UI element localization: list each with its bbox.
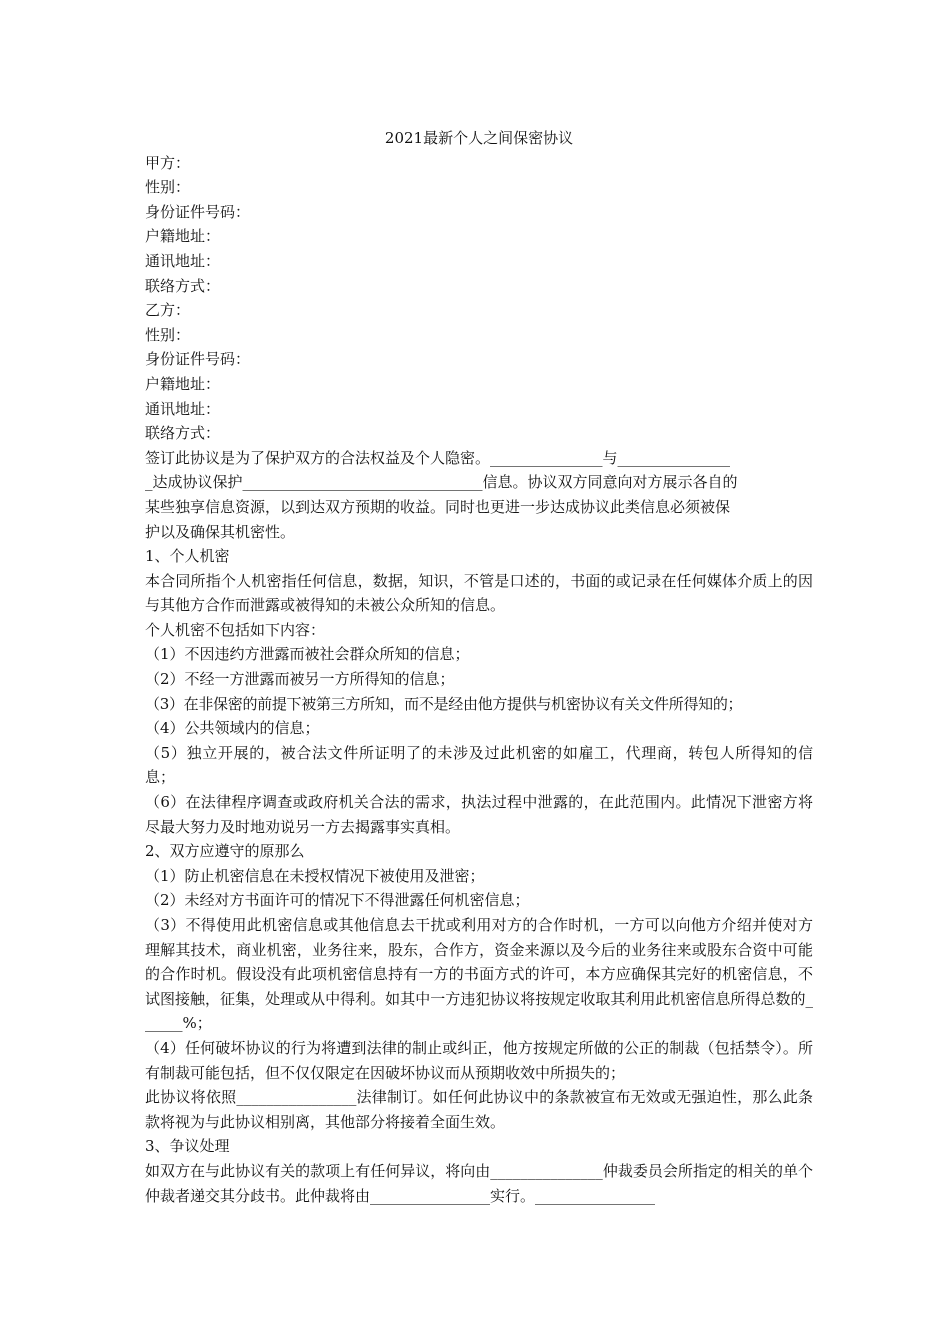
party-a-gender: 性别： bbox=[145, 178, 191, 197]
party-b-household-address: 户籍地址： bbox=[145, 374, 221, 393]
party-a-block bbox=[145, 151, 813, 299]
intro-paragraph bbox=[145, 446, 813, 544]
section-2-law-clause: 此协议将依照________________法律制订。如任何此协议中的条款被宣布无效或无强迫性，那么此条款将视为与此协议相别离，其他部分将接着全面生效。 bbox=[145, 1088, 813, 1131]
section-heading: 1、个人机密 bbox=[145, 547, 230, 566]
party-b-block bbox=[145, 298, 813, 446]
section-1-exclusion-intro: 个人机密不包括如下内容： bbox=[145, 620, 326, 639]
section-2 bbox=[145, 839, 813, 1134]
section-heading: 3、争议处理 bbox=[145, 1137, 230, 1156]
party-b-label: 乙方： bbox=[145, 301, 191, 320]
party-a-mailing-address: 通讯地址： bbox=[145, 251, 221, 270]
party-b-id-number: 身份证件号码： bbox=[145, 350, 251, 369]
intro-line: 某些独享信息资源，以到达双方预期的收益。同时也更进一步达成协议此类信息必须被保 bbox=[145, 497, 731, 516]
list-item: （6）在法律程序调查或政府机关合法的需求，执法过程中泄露的，在此范围内。此情况下泄密方将尽最大努力及时地劝说另一方去揭露事实真相。 bbox=[145, 793, 813, 836]
party-b-gender: 性别： bbox=[145, 325, 191, 344]
list-item: （2）未经对方书面许可的情况下不得泄露任何机密信息； bbox=[145, 891, 530, 910]
document-page bbox=[145, 126, 813, 1208]
party-a-contact: 联络方式： bbox=[145, 276, 221, 295]
list-item: （2）不经一方泄露而被另一方所得知的信息； bbox=[145, 670, 455, 689]
document-title: 2021最新个人之间保密协议 bbox=[384, 129, 574, 147]
section-heading: 2、双方应遵守的原那么 bbox=[145, 842, 305, 861]
section-1 bbox=[145, 544, 813, 839]
party-b-mailing-address: 通讯地址： bbox=[145, 399, 221, 418]
party-a-household-address: 户籍地址： bbox=[145, 227, 221, 246]
list-item: （3）不得使用此机密信息或其他信息去干扰或利用对方的合作时机，一方可以向他方介绍并使对方理解其技术，商业机密，业务往来，股东，合作方，资金来源以及今后的业务往来或股东合资中可能的合作时机。假设没有此项机密信息持有一方的书面方式的许可，本方应确保其完好的机密信息，不试图接触，征集，处理或从中得利。如其中一方违犯协议将按规定收取其利用此机密信息所得总数的______%； bbox=[145, 916, 813, 1033]
section-1-definition: 本合同所指个人机密指任何信息，数据，知识，不管是口述的，书面的或记录在任何媒体介质上的因与其他方合作而泄露或被得知的未被公众所知的信息。 bbox=[145, 571, 813, 615]
party-a-label: 甲方： bbox=[145, 153, 191, 172]
intro-line: 签订此协议是为了保护双方的合法权益及个人隐密。_______________与_______________ bbox=[145, 448, 731, 467]
list-item: （4）公共领域内的信息； bbox=[145, 719, 320, 738]
party-a-id-number: 身份证件号码： bbox=[145, 202, 251, 221]
intro-line: 护以及确保其机密性。 bbox=[145, 522, 296, 541]
list-item: （5）独立开展的，被合法文件所证明了的未涉及过此机密的如雇工，代理商，转包人所得知的信息； bbox=[145, 743, 813, 787]
list-item: （1）防止机密信息在未授权情况下被使用及泄密； bbox=[145, 866, 485, 885]
list-item: （4）任何破坏协议的行为将遭到法律的制止或纠正，他方按规定所做的公正的制裁（包括禁令）。所有制裁可能包括，但不仅仅限定在因破坏协议而从预期收效中所损失的； bbox=[145, 1038, 813, 1082]
party-b-contact: 联络方式： bbox=[145, 424, 221, 443]
list-item: （3）在非保密的前提下被第三方所知，而不是经由他方提供与机密协议有关文件所得知的； bbox=[145, 694, 743, 713]
intro-line: _达成协议保护________________________________信息。协议双方同意向对方展示各自的 bbox=[145, 473, 738, 492]
section-3 bbox=[145, 1134, 813, 1208]
list-item: （1）不因违约方泄露而被社会群众所知的信息； bbox=[145, 645, 470, 664]
section-3-text: 如双方在与此协议有关的款项上有任何异议，将向由_______________仲裁委员会所指定的相关的单个仲裁者递交其分歧书。此仲裁将由________________实行。________________ bbox=[145, 1161, 813, 1205]
